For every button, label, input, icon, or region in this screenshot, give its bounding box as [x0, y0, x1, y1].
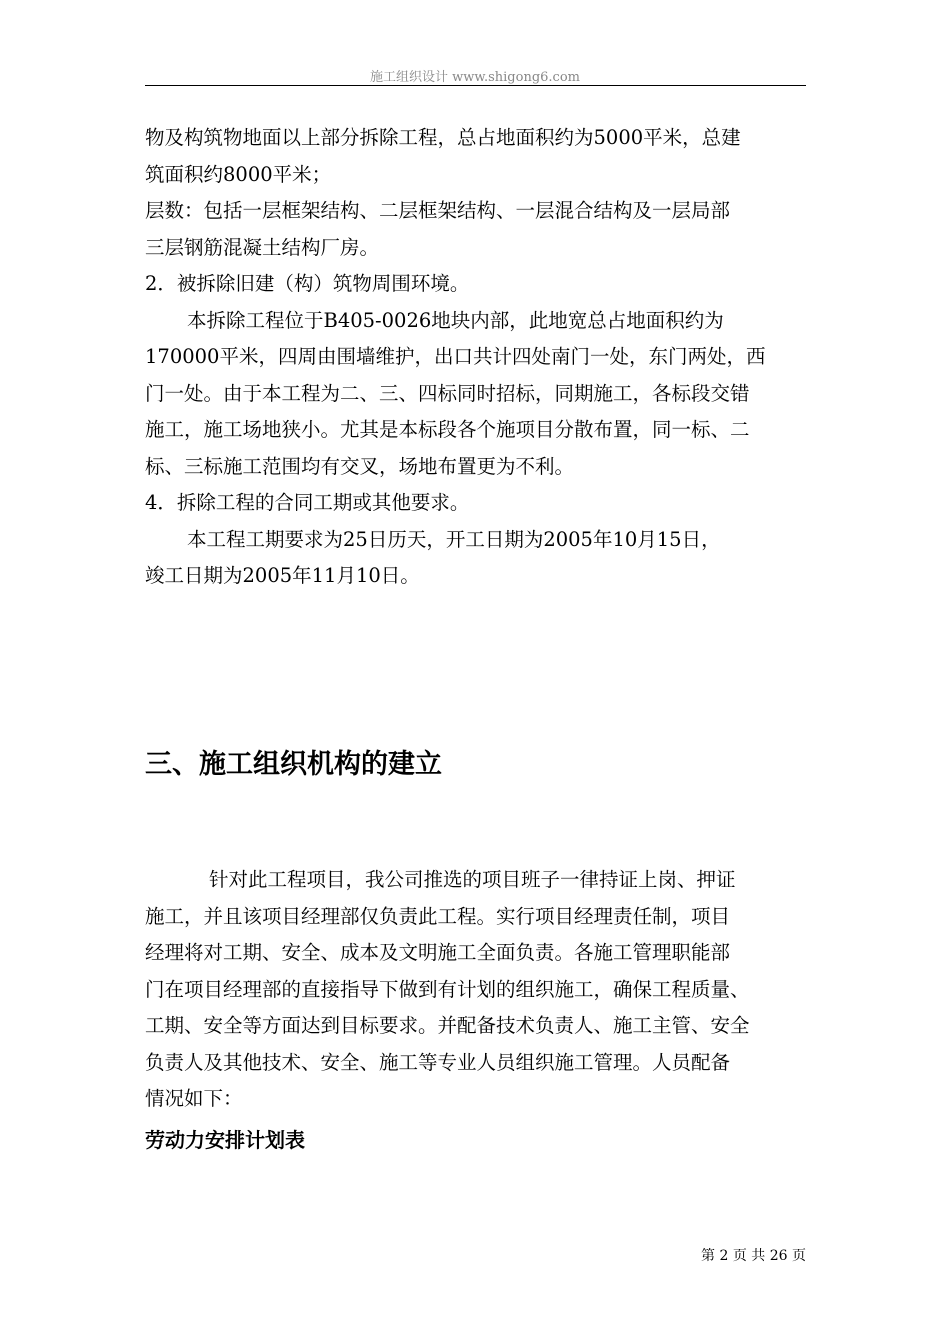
body-line: 物及构筑物地面以上部分拆除工程，总占地面积约为5000平米，总建: [145, 126, 741, 149]
table-title: 劳动力安排计划表: [145, 1128, 305, 1152]
header-divider: [145, 85, 806, 86]
section-line: 经理将对工期、安全、成本及文明施工全面负责。各施工管理职能部: [145, 941, 731, 964]
section-line: 负责人及其他技术、安全、施工等专业人员组织施工管理。人员配备: [145, 1050, 731, 1074]
body-line: 标、三标施工范围均有交叉，场地布置更为不利。: [145, 454, 575, 478]
body-line: 三层钢筋混凝土结构厂房。: [145, 235, 380, 259]
body-line: 本拆除工程位于B405-0026地块内部，此地宽总占地面积约为: [187, 308, 724, 332]
page-header: 施工组织设计 www.shigong6.com: [370, 70, 580, 85]
section-title: 三、施工组织机构的建立: [145, 749, 442, 780]
page-number-footer: 第 2 页 共 26 页: [701, 1248, 806, 1264]
section-line: 工期、安全等方面达到目标要求。并配备技术负责人、施工主管、安全: [145, 1014, 750, 1037]
body-line: 170000平米，四周由围墙维护，出口共计四处南门一处，东门两处，西: [145, 345, 766, 368]
body-line: 本工程工期要求为25日历天，开工日期为2005年10月15日，: [187, 527, 721, 551]
body-line: 门一处。由于本工程为二、三、四标同时招标，同期施工，各标段交错: [145, 381, 750, 405]
body-line: 筑面积约8000平米；: [145, 162, 332, 186]
section-paragraph-block: [145, 862, 817, 1118]
body-line: 竣工日期为2005年11月10日。: [145, 564, 420, 587]
body-line: 2．被拆除旧建（构）筑物周围环境。: [145, 272, 470, 295]
body-line: 层数：包括一层框架结构、二层框架结构、一层混合结构及一层局部: [145, 199, 731, 222]
body-line: 4．拆除工程的合同工期或其他要求。: [145, 491, 470, 514]
section-line: 门在项目经理部的直接指导下做到有计划的组织施工，确保工程质量、: [145, 977, 750, 1001]
section-line: 情况如下：: [145, 1087, 243, 1110]
body-line: 施工，施工场地狭小。尤其是本标段各个施项目分散布置，同一标、二: [145, 418, 750, 441]
body-paragraph-block: [145, 120, 817, 595]
section-line: 针对此工程项目，我公司推选的项目班子一律持证上岗、押证: [209, 868, 736, 891]
section-line: 施工，并且该项目经理部仅负责此工程。实行项目经理责任制，项目: [145, 904, 731, 928]
